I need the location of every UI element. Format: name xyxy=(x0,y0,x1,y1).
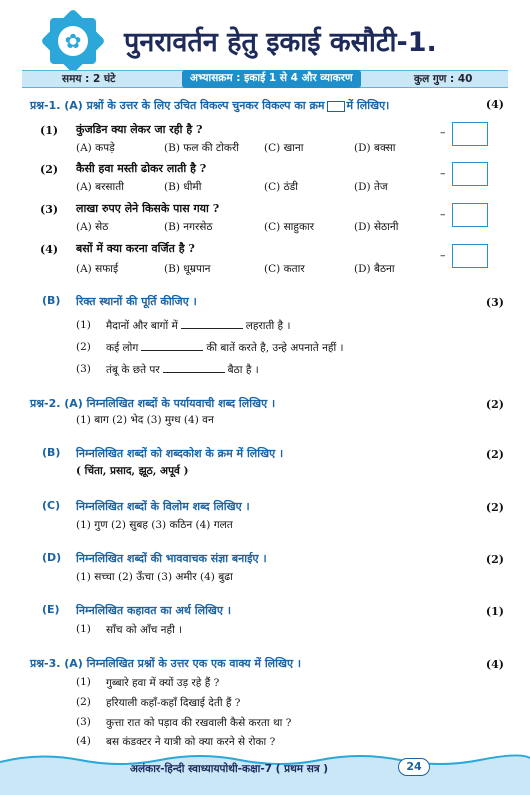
fill-item xyxy=(106,363,259,377)
q1a-marks: (4) xyxy=(485,98,504,111)
option-b: (B) धीमी xyxy=(164,181,202,193)
q2e-heading: निम्नलिखित कहावत का अर्थ लिखिए । xyxy=(76,604,231,617)
fill-post: लहराती है । xyxy=(245,320,291,332)
q1a-heading-post: में लिखिए। xyxy=(346,99,390,112)
q3a-item: कुत्ता रात को पड़ाव की रखवाली कैसे करता था ? xyxy=(106,717,292,729)
q3a-item-num: (1) xyxy=(76,676,91,688)
option-a: (A) कपड़े xyxy=(76,142,115,154)
q3a-item-num: (3) xyxy=(76,716,91,728)
q3a-heading: प्रश्न-3. (A) निम्नलिखित प्रश्नों के उत्तर एक एक वाक्य में लिखिए । xyxy=(30,657,302,670)
q1a-item-num: (1) xyxy=(40,124,59,137)
q2a-marks: (2) xyxy=(485,398,504,411)
option-a: (A) बरसाती xyxy=(76,181,124,193)
q1a-item-question: बसों में क्या करना वर्जित है ? xyxy=(76,242,195,255)
q1a-item-num: (3) xyxy=(40,203,59,216)
q1b-label: (B) xyxy=(42,294,61,307)
fill-pre: कई लोग xyxy=(106,342,139,354)
fill-pre: तंबू के छते पर xyxy=(106,364,160,376)
option-c: (C) खाना xyxy=(264,142,304,154)
q1b-marks: (3) xyxy=(485,296,504,309)
q2c-words: (1) गुण (2) सुबह (3) कठिन (4) गलत xyxy=(76,519,233,531)
q2b-marks: (2) xyxy=(485,448,504,461)
option-c: (C) कतार xyxy=(264,263,305,275)
q2e-marks: (1) xyxy=(485,605,504,618)
answer-box[interactable] xyxy=(452,203,488,227)
answer-box[interactable] xyxy=(452,244,488,268)
q2e-label: (E) xyxy=(42,603,60,616)
q2a-heading: प्रश्न-2. (A) निम्नलिखित शब्दों के पर्यायवाची शब्द लिखिए । xyxy=(30,397,276,410)
option-b: (B) धूम्रपान xyxy=(164,263,211,275)
q2c-label: (C) xyxy=(42,499,61,512)
q1a-item-question: कुंजडिन क्या लेकर जा रही है ? xyxy=(76,123,203,136)
q3a-item: बस कंडक्टर ने यात्री को क्या करने से रोका ? xyxy=(106,736,276,748)
option-b: (B) नगरसेठ xyxy=(164,221,213,233)
q2e-num: (1) xyxy=(76,623,91,635)
q3a-item: हरियाली कहाँ-कहाँ दिखाई देती हैं ? xyxy=(106,697,241,709)
syllabus-label: अभ्यासक्रम : इकाई 1 से 4 और व्याकरण xyxy=(182,70,361,88)
q2b-heading: निम्नलिखित शब्दों को शब्दकोश के क्रम में लिखिए । xyxy=(76,447,284,460)
fill-item-num: (1) xyxy=(76,319,91,331)
option-d: (D) तेज xyxy=(354,181,388,193)
answer-box[interactable] xyxy=(452,122,488,146)
option-c: (C) ठंडी xyxy=(264,181,299,193)
page-title: पुनरावर्तन हेतु इकाई कसौटी-1. xyxy=(124,27,437,58)
q1b-heading: रिक्त स्थानों की पूर्ति कीजिए । xyxy=(76,295,197,308)
q3a-item: गुब्बारे हवा में क्यों उड़ रहे हैं ? xyxy=(106,677,220,689)
page-header xyxy=(0,0,530,74)
option-a: (A) सफाई xyxy=(76,263,119,275)
time-label: समय : 2 घंटे xyxy=(62,73,116,85)
q1a-heading xyxy=(30,98,389,113)
q2b-words: ( चिंता, प्रसाद, झूठ, अपूर्व ) xyxy=(76,465,189,477)
option-b: (B) फल की टोकरी xyxy=(164,142,240,154)
q3a-item-num: (4) xyxy=(76,735,91,747)
q1a-item-question: लाखा रुपए लेने किसके पास गया ? xyxy=(76,202,220,215)
inline-answer-box xyxy=(327,101,345,112)
dash: – xyxy=(440,249,446,262)
blank-line[interactable] xyxy=(181,328,243,329)
q2b-label: (B) xyxy=(42,446,61,459)
q1a-item-question: कैसी हवा मस्ती ढोकर लाती है ? xyxy=(76,162,207,175)
q2d-label: (D) xyxy=(42,551,62,564)
q3a-item-num: (2) xyxy=(76,696,91,708)
blank-line[interactable] xyxy=(163,372,225,373)
dash: – xyxy=(440,126,446,139)
q1a-item-num: (2) xyxy=(40,163,59,176)
q2d-heading: निम्नलिखित शब्दों की भाववाचक संज्ञा बनाईए । xyxy=(76,552,267,565)
fill-item-num: (2) xyxy=(76,341,91,353)
fill-item xyxy=(106,319,290,333)
answer-box[interactable] xyxy=(452,162,488,186)
q2c-marks: (2) xyxy=(485,501,504,514)
option-c: (C) साहुकार xyxy=(264,221,315,233)
blank-line[interactable] xyxy=(141,350,203,351)
q1a-item-num: (4) xyxy=(40,243,59,256)
option-d: (D) बक्सा xyxy=(354,142,396,154)
total-marks-label: कुल गुण : 40 xyxy=(414,73,473,85)
footer-text: अलंकार-हिन्दी स्वाध्यायपोथी-कक्षा-7 ( प्रथम सत्र ) xyxy=(130,763,329,775)
q2d-marks: (2) xyxy=(485,553,504,566)
q3a-marks: (4) xyxy=(485,658,504,671)
page-number: 24 xyxy=(398,758,430,776)
q2e-proverb: साँच को आँच नही । xyxy=(106,624,183,636)
dash: – xyxy=(440,208,446,221)
info-band xyxy=(22,70,508,88)
q2d-words: (1) सच्चा (2) ऊँचा (3) अमीर (4) बुढा xyxy=(76,571,233,583)
q2a-words: (1) बाग (2) भेद (3) मुग्ध (4) वन xyxy=(76,414,214,426)
fill-pre: मैदानों और बागों में xyxy=(106,320,178,332)
fill-post: की बातें करते है, उन्हे अपनाते नहीं । xyxy=(206,342,344,354)
q2c-heading: निम्नलिखित शब्दों के विलोम शब्द लिखिए । xyxy=(76,500,250,513)
fill-post: बैठा है । xyxy=(227,364,259,376)
option-d: (D) सेठानी xyxy=(354,221,399,233)
q1a-heading-pre: प्रश्न-1. (A) प्रश्नों के उत्तर के लिए उचित विकल्प चुनकर विकल्प का क्रम xyxy=(30,99,325,112)
option-a: (A) सेठ xyxy=(76,221,109,233)
dash: – xyxy=(440,167,446,180)
flower-icon: ✿ xyxy=(58,26,88,56)
fill-item xyxy=(106,341,344,355)
option-d: (D) बैठना xyxy=(354,263,395,275)
fill-item-num: (3) xyxy=(76,363,91,375)
